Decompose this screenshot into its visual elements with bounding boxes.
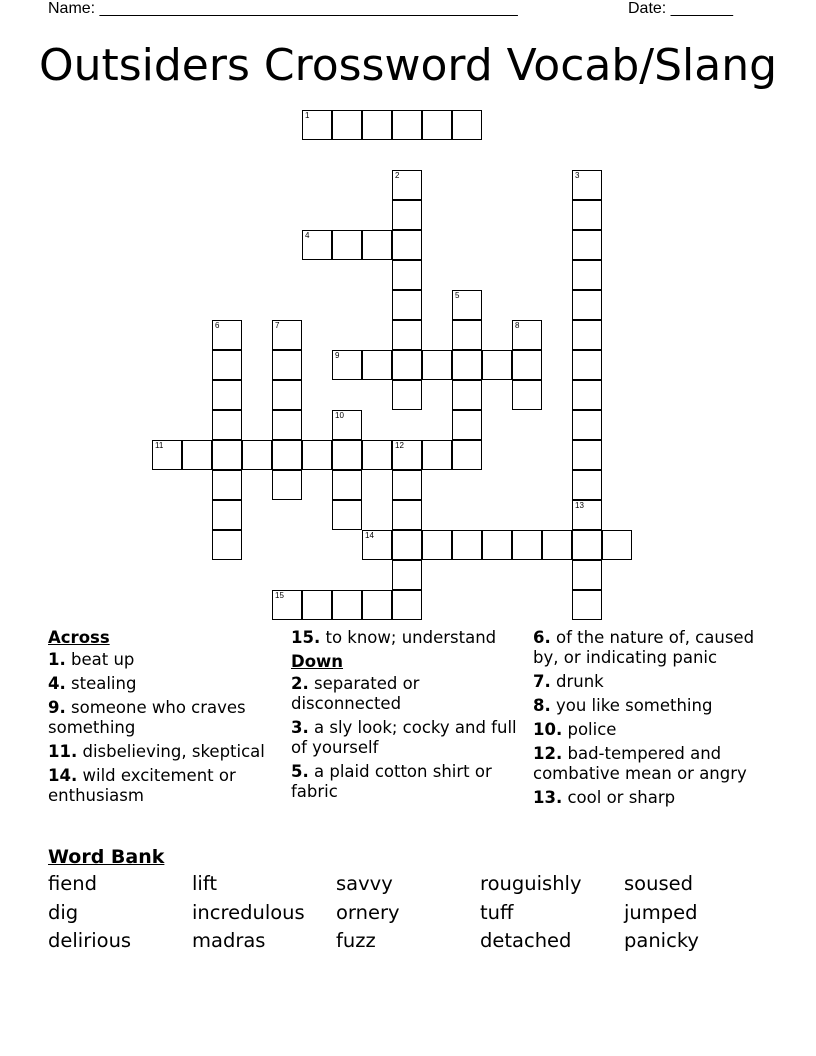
crossword-cell[interactable] xyxy=(392,170,422,200)
word-bank-word: fiend xyxy=(48,872,98,895)
crossword-cell[interactable] xyxy=(272,380,302,410)
clue-down-3: 3. a sly look; cocky and full of yourself xyxy=(291,718,517,757)
crossword-cell[interactable] xyxy=(302,590,332,620)
crossword-cell[interactable] xyxy=(392,440,422,470)
crossword-cell[interactable] xyxy=(392,560,422,590)
crossword-cell[interactable] xyxy=(572,170,602,200)
cell-number: 9 xyxy=(335,351,340,360)
clue-across-11: 11. disbelieving, skeptical xyxy=(48,742,265,761)
crossword-cell[interactable] xyxy=(212,440,242,470)
crossword-cell[interactable] xyxy=(302,230,332,260)
crossword-cell[interactable] xyxy=(302,440,332,470)
word-bank-word: ornery xyxy=(336,900,400,924)
cell-number: 1 xyxy=(305,111,310,120)
crossword-cell[interactable] xyxy=(572,590,602,620)
crossword-cell[interactable] xyxy=(542,530,572,560)
crossword-cell[interactable] xyxy=(422,110,452,140)
word-bank-word: jumped xyxy=(624,900,698,924)
clue-across-4: 4. stealing xyxy=(48,674,137,693)
crossword-cell[interactable] xyxy=(332,470,362,500)
cell-number: 3 xyxy=(575,171,580,180)
clue-down-2: 2. separated or disconnected xyxy=(291,674,420,713)
cell-number: 14 xyxy=(365,531,374,540)
crossword-cell[interactable] xyxy=(392,470,422,500)
crossword-cell[interactable] xyxy=(362,530,392,560)
word-bank-word: tuff xyxy=(480,900,514,924)
crossword-cell[interactable] xyxy=(572,290,602,320)
word-bank-word: rouguishly xyxy=(480,872,582,895)
crossword-cell[interactable] xyxy=(452,380,482,410)
crossword-cell[interactable] xyxy=(572,440,602,470)
crossword-cell[interactable] xyxy=(482,530,512,560)
word-bank-word: fuzz xyxy=(336,929,376,952)
crossword-cell[interactable] xyxy=(272,320,302,350)
crossword-cell[interactable] xyxy=(212,530,242,560)
crossword-cell[interactable] xyxy=(272,590,302,620)
word-bank-word: savvy xyxy=(336,872,393,895)
crossword-cell[interactable] xyxy=(362,350,392,380)
crossword-cell[interactable] xyxy=(332,110,362,140)
name-field: Name: _______________________________________________ xyxy=(48,0,518,17)
crossword-cell[interactable] xyxy=(392,500,422,530)
cell-number: 6 xyxy=(215,321,220,330)
crossword-cell[interactable] xyxy=(572,560,602,590)
down-heading: Down xyxy=(291,652,344,671)
crossword-cell[interactable] xyxy=(392,350,422,380)
word-bank-word: soused xyxy=(624,872,693,895)
crossword-cell[interactable] xyxy=(572,260,602,290)
clue-down-5: 5. a plaid cotton shirt or fabric xyxy=(291,762,492,801)
crossword-cell[interactable] xyxy=(272,410,302,440)
word-bank-word: lift xyxy=(192,872,218,895)
crossword-cell[interactable] xyxy=(452,290,482,320)
crossword-cell[interactable] xyxy=(302,110,332,140)
crossword-cell[interactable] xyxy=(242,440,272,470)
clue-across-15: 15. to know; understand xyxy=(291,628,497,647)
crossword-cell[interactable] xyxy=(212,380,242,410)
word-bank-word: delirious xyxy=(48,929,132,952)
crossword-cell[interactable] xyxy=(572,470,602,500)
cell-number: 7 xyxy=(275,321,280,330)
clue-across-14: 14. wild excitement or enthusiasm xyxy=(48,766,236,805)
cell-number: 12 xyxy=(395,441,404,450)
crossword-cell[interactable] xyxy=(392,200,422,230)
crossword-cell[interactable] xyxy=(182,440,212,470)
crossword-cell[interactable] xyxy=(392,110,422,140)
crossword-cell[interactable] xyxy=(422,530,452,560)
clue-down-6: 6. of the nature of, caused by, or indicating panic xyxy=(533,628,755,667)
cell-number: 8 xyxy=(515,321,520,330)
crossword-cell[interactable] xyxy=(332,440,362,470)
crossword-cell[interactable] xyxy=(572,410,602,440)
crossword-cell[interactable] xyxy=(452,320,482,350)
clue-down-7: 7. drunk xyxy=(533,672,604,691)
crossword-cell[interactable] xyxy=(362,110,392,140)
crossword-cell[interactable] xyxy=(392,290,422,320)
word-bank-word: panicky xyxy=(624,929,699,952)
crossword-cell[interactable] xyxy=(512,530,542,560)
cell-number: 11 xyxy=(155,441,164,450)
clues-column-2 xyxy=(291,628,526,806)
crossword-cell[interactable] xyxy=(212,500,242,530)
crossword-cell[interactable] xyxy=(512,380,542,410)
crossword-cell[interactable] xyxy=(572,380,602,410)
crossword-cell[interactable] xyxy=(392,320,422,350)
cell-number: 15 xyxy=(275,591,284,600)
crossword-cell[interactable] xyxy=(272,350,302,380)
crossword-cell[interactable] xyxy=(212,470,242,500)
crossword-cell[interactable] xyxy=(392,260,422,290)
crossword-cell[interactable] xyxy=(512,350,542,380)
cell-number: 13 xyxy=(575,501,584,510)
crossword-cell[interactable] xyxy=(452,410,482,440)
crossword-cell[interactable] xyxy=(272,440,302,470)
crossword-cell[interactable] xyxy=(392,380,422,410)
clues-column-3 xyxy=(533,628,773,812)
crossword-cell[interactable] xyxy=(332,500,362,530)
word-bank-word: dig xyxy=(48,900,79,924)
page-title: Outsiders Crossword Vocab/Slang xyxy=(38,40,778,91)
crossword-cell[interactable] xyxy=(572,350,602,380)
crossword-cell[interactable] xyxy=(452,110,482,140)
clue-across-9: 9. someone who craves something xyxy=(48,698,246,737)
date-field: Date: _______ xyxy=(628,0,733,17)
cell-number: 2 xyxy=(395,171,400,180)
clue-down-12: 12. bad-tempered and combative mean or angry xyxy=(533,744,747,783)
crossword-cell[interactable] xyxy=(212,320,242,350)
word-bank-word: incredulous xyxy=(192,900,305,924)
crossword-cell[interactable] xyxy=(422,350,452,380)
crossword-cell[interactable] xyxy=(332,350,362,380)
crossword-cell[interactable] xyxy=(212,410,242,440)
crossword-cell[interactable] xyxy=(272,470,302,500)
clue-down-13: 13. cool or sharp xyxy=(533,788,676,807)
crossword-cell[interactable] xyxy=(572,500,602,530)
crossword-cell[interactable] xyxy=(392,230,422,260)
crossword-cell[interactable] xyxy=(332,410,362,440)
crossword-cell[interactable] xyxy=(332,230,362,260)
crossword-cell[interactable] xyxy=(572,530,602,560)
cell-number: 10 xyxy=(335,411,344,420)
crossword-cell[interactable] xyxy=(512,320,542,350)
crossword-cell[interactable] xyxy=(392,530,422,560)
crossword-cell[interactable] xyxy=(422,440,452,470)
crossword-cell[interactable] xyxy=(332,590,362,620)
crossword-cell[interactable] xyxy=(572,230,602,260)
crossword-cell[interactable] xyxy=(572,200,602,230)
crossword-cell[interactable] xyxy=(452,530,482,560)
crossword-cell[interactable] xyxy=(212,350,242,380)
crossword-cell[interactable] xyxy=(152,440,182,470)
crossword-cell[interactable] xyxy=(602,530,632,560)
crossword-cell[interactable] xyxy=(362,440,392,470)
clues-column-1 xyxy=(48,628,280,810)
crossword-cell[interactable] xyxy=(572,320,602,350)
crossword-cell[interactable] xyxy=(452,440,482,470)
crossword-cell[interactable] xyxy=(452,350,482,380)
crossword-cell[interactable] xyxy=(392,590,422,620)
clue-down-8: 8. you like something xyxy=(533,696,713,715)
word-bank-word: detached xyxy=(480,929,572,952)
word-bank-word: madras xyxy=(192,929,266,952)
cell-number: 4 xyxy=(305,231,310,240)
clue-across-1: 1. beat up xyxy=(48,650,135,669)
cell-number: 5 xyxy=(455,291,460,300)
crossword-cell[interactable] xyxy=(362,590,392,620)
across-heading: Across xyxy=(48,628,110,647)
word-bank-title: Word Bank xyxy=(48,846,165,868)
crossword-cell[interactable] xyxy=(482,350,512,380)
crossword-cell[interactable] xyxy=(362,230,392,260)
clue-down-10: 10. police xyxy=(533,720,617,739)
